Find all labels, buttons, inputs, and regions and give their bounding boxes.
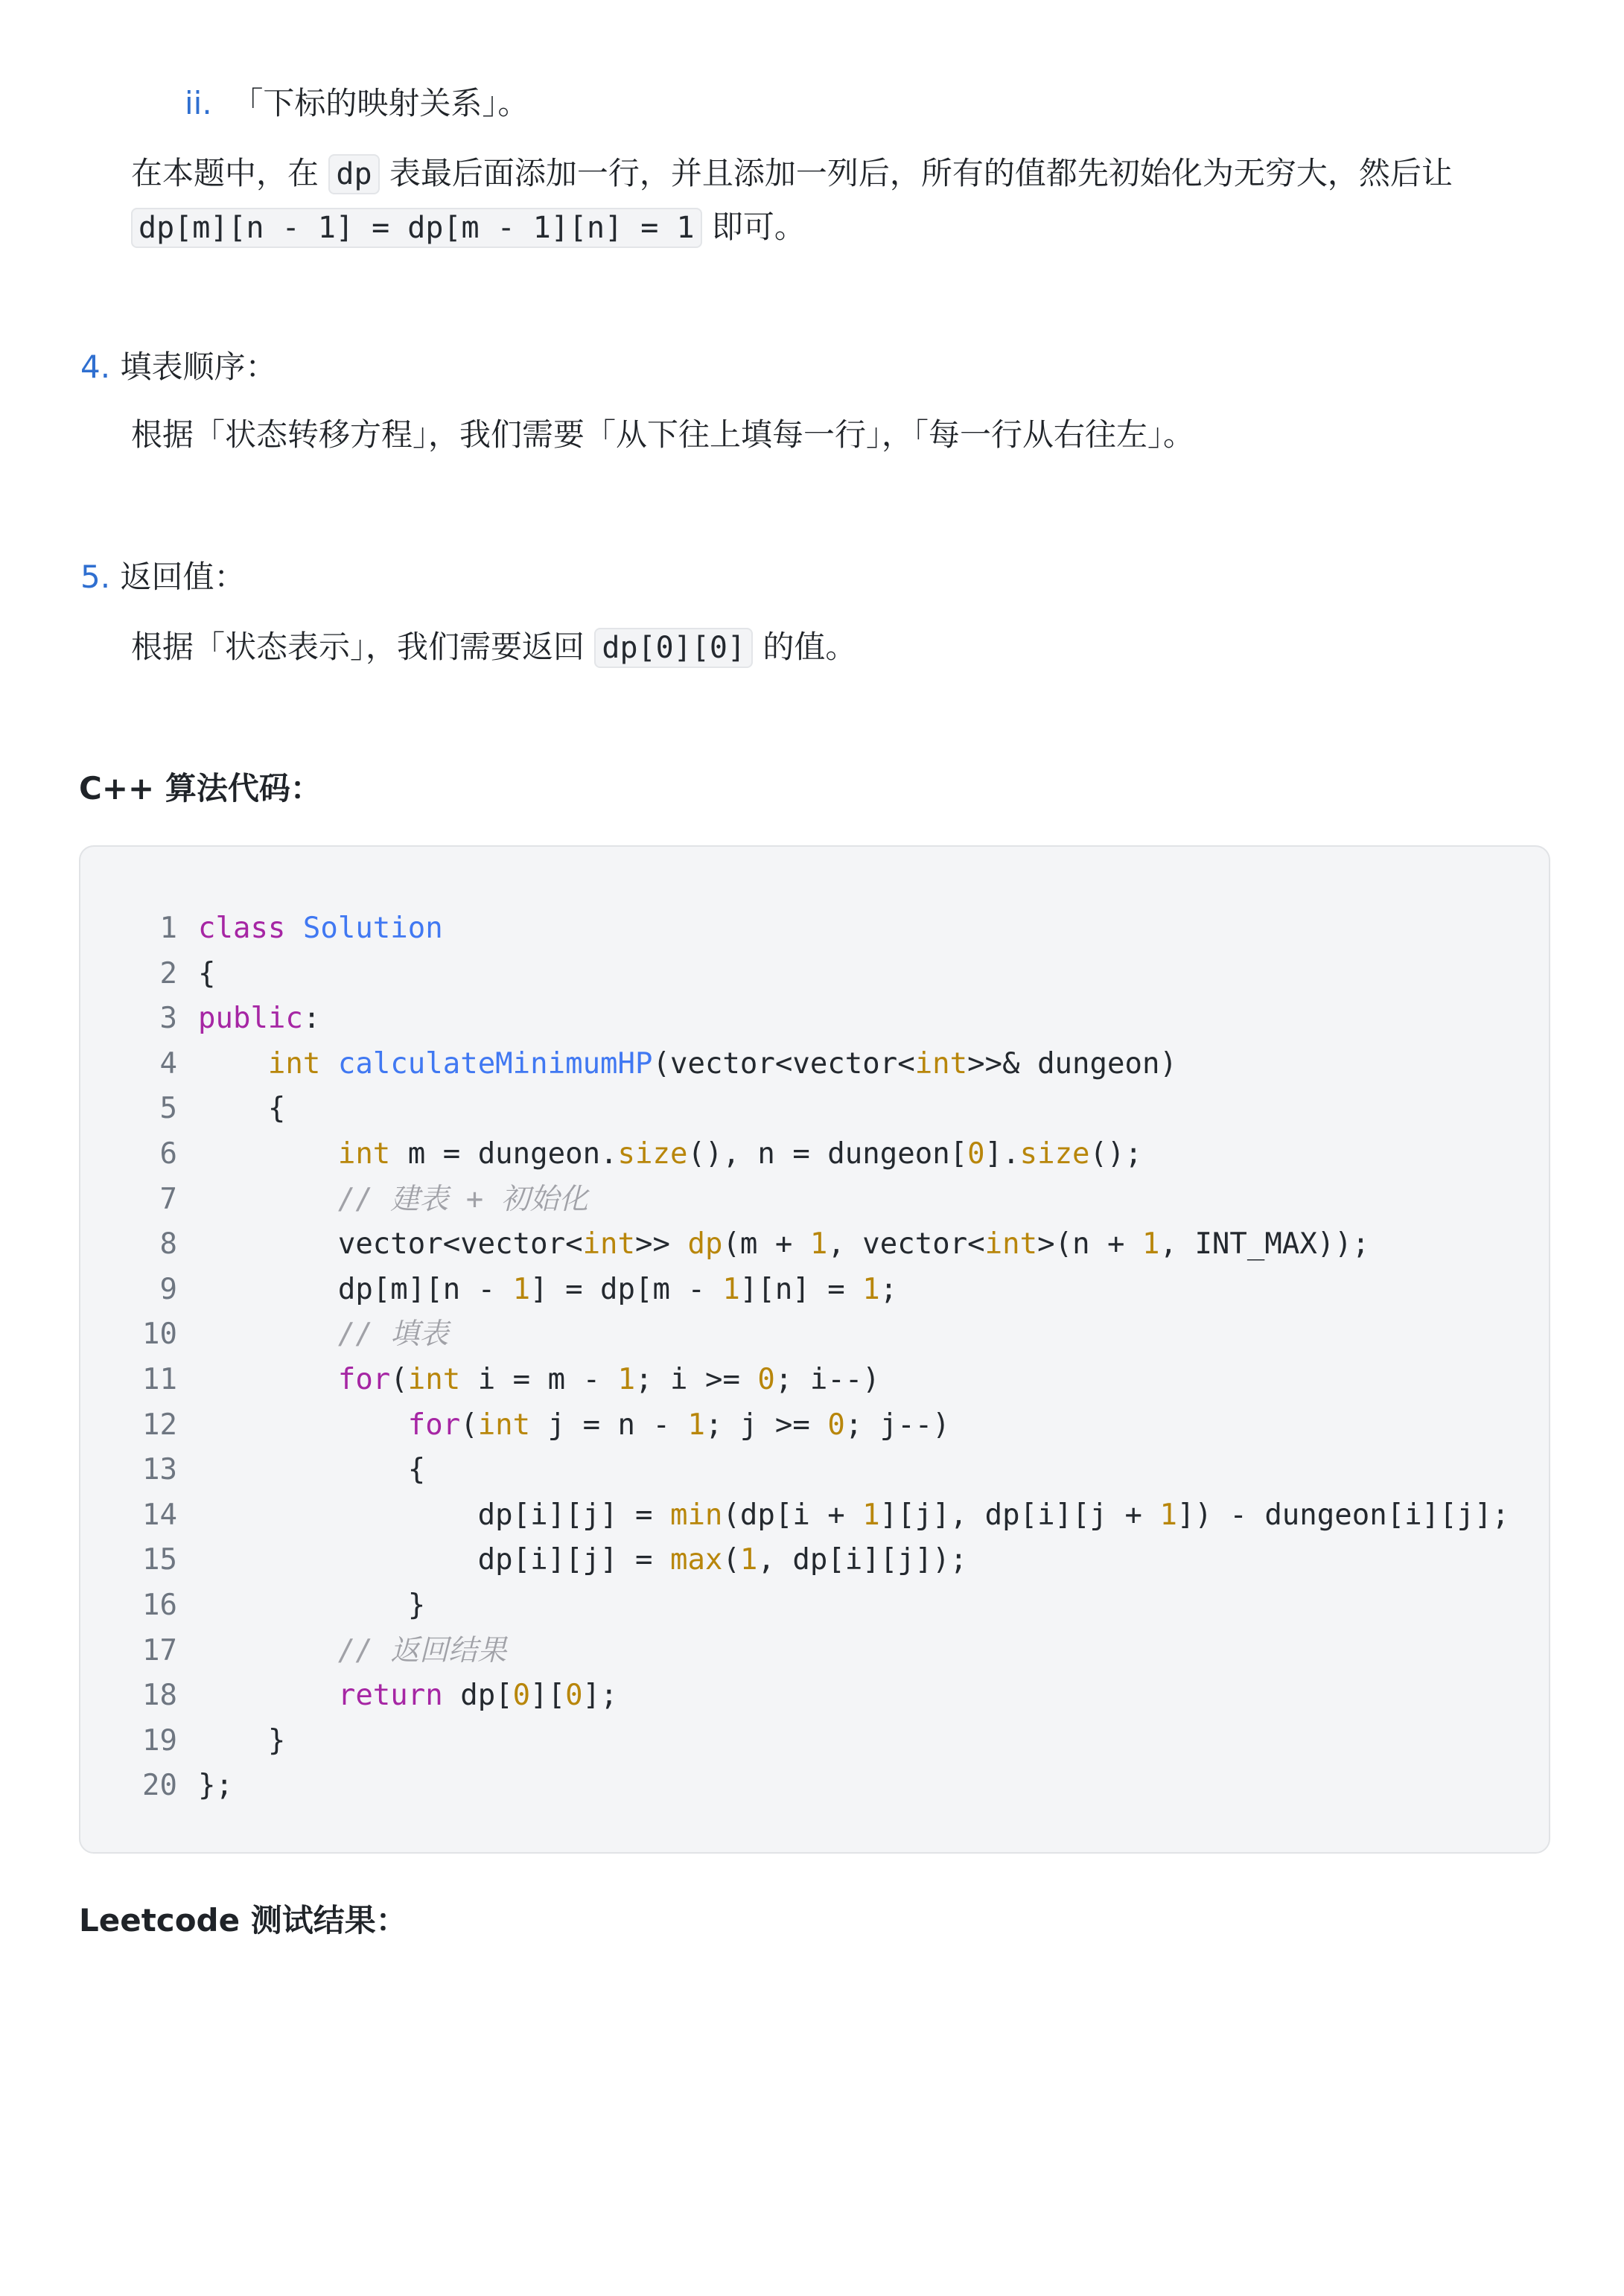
- code-line: 20 };: [80, 1769, 233, 1802]
- line-number: 1: [159, 912, 177, 945]
- list-marker: ii.: [185, 85, 212, 121]
- code-line: 9 dp[m][n - 1] = dp[m - 1][n] = 1;: [80, 1273, 897, 1306]
- code-line: 19 }: [80, 1724, 285, 1758]
- code-line: 6 int m = dungeon.size(), n = dungeon[0].size();: [80, 1137, 1142, 1171]
- line-number: 5: [159, 1092, 177, 1126]
- inline-code: dp[0][0]: [594, 628, 753, 668]
- line-number: 16: [142, 1588, 177, 1622]
- code-line: 13 {: [80, 1453, 425, 1486]
- line-number: 18: [142, 1679, 177, 1713]
- paragraph-text: 即可。: [711, 209, 806, 245]
- list-item-title: 返回值：: [120, 559, 246, 595]
- paragraph-text: 表最后面添加一行，并且添加一列后，所有的值都先初始化为无穷大，然后让: [389, 155, 1453, 191]
- code-line: 11 for(int i = m - 1; i >= 0; i--): [80, 1363, 880, 1396]
- list-item-4-title: [80, 346, 276, 389]
- leetcode-result-heading: Leetcode 测试结果：: [79, 1902, 407, 1939]
- line-number: 19: [142, 1723, 177, 1758]
- line-number: 10: [142, 1317, 177, 1352]
- line-number: 6: [159, 1136, 177, 1171]
- line-number: 11: [142, 1362, 177, 1396]
- line-number: 4: [159, 1046, 177, 1081]
- paragraph-text: 的值。: [762, 629, 857, 665]
- code-line: 12 for(int j = n - 1; j >= 0; j--): [80, 1408, 950, 1442]
- list-marker: 4.: [80, 349, 111, 385]
- code-line: 8 vector<vector<int>> dp(m + 1, vector<int>(n + 1, INT_MAX));: [80, 1227, 1369, 1261]
- code-line: 4 int calculateMinimumHP(vector<vector<int>>& dungeon): [80, 1047, 1177, 1081]
- list-item-title: 填表顺序：: [120, 349, 277, 385]
- code-line: 16 }: [80, 1589, 425, 1622]
- code-line: 1 class Solution: [80, 912, 443, 945]
- line-number: 9: [159, 1272, 177, 1306]
- code-line: 14 dp[i][j] = min(dp[i + 1][j], dp[i][j + 1]) - dungeon[i][j];: [80, 1498, 1509, 1532]
- line-number: 20: [142, 1769, 177, 1803]
- list-item-text: 「下标的映射关系」。: [232, 85, 529, 121]
- line-number: 7: [159, 1182, 177, 1216]
- init-paragraph-line2: [131, 206, 806, 249]
- code-line: 7 // 建表 + 初始化: [80, 1183, 588, 1216]
- code-line: 2 {: [80, 957, 215, 990]
- line-number: 3: [159, 1002, 177, 1036]
- paragraph-text: 在本题中，在: [131, 155, 319, 191]
- list-item-ii: [185, 82, 529, 125]
- line-number: 14: [142, 1498, 177, 1532]
- init-paragraph-line1: [131, 152, 1453, 196]
- code-listing: [80, 906, 1509, 1809]
- list-item-5-title: [80, 556, 245, 599]
- line-number: 13: [142, 1453, 177, 1487]
- code-line: 5 {: [80, 1092, 285, 1125]
- code-block[interactable]: [79, 845, 1550, 1854]
- paragraph-text: 根据「状态表示」，我们需要返回: [131, 629, 585, 665]
- code-line: 3 public:: [80, 1002, 320, 1035]
- list-item-5-body: [131, 626, 856, 670]
- inline-code: dp: [328, 154, 379, 194]
- list-marker: 5.: [80, 559, 111, 595]
- line-number: 2: [159, 956, 177, 990]
- cpp-code-heading: C++ 算法代码：: [79, 770, 322, 807]
- line-number: 17: [142, 1633, 177, 1667]
- code-line: 18 return dp[0][0];: [80, 1679, 618, 1712]
- inline-code: dp[m][n - 1] = dp[m - 1][n] = 1: [131, 208, 702, 248]
- list-item-4-body: 根据「状态转移方程」，我们需要「从下往上填每一行」，「每一行从右往左」。: [131, 416, 1195, 453]
- line-number: 12: [142, 1408, 177, 1442]
- code-line: 10 // 填表: [80, 1317, 448, 1351]
- code-line: 15 dp[i][j] = max(1, dp[i][j]);: [80, 1543, 967, 1577]
- code-line: 17 // 返回结果: [80, 1634, 506, 1667]
- line-number: 15: [142, 1543, 177, 1577]
- line-number: 8: [159, 1227, 177, 1262]
